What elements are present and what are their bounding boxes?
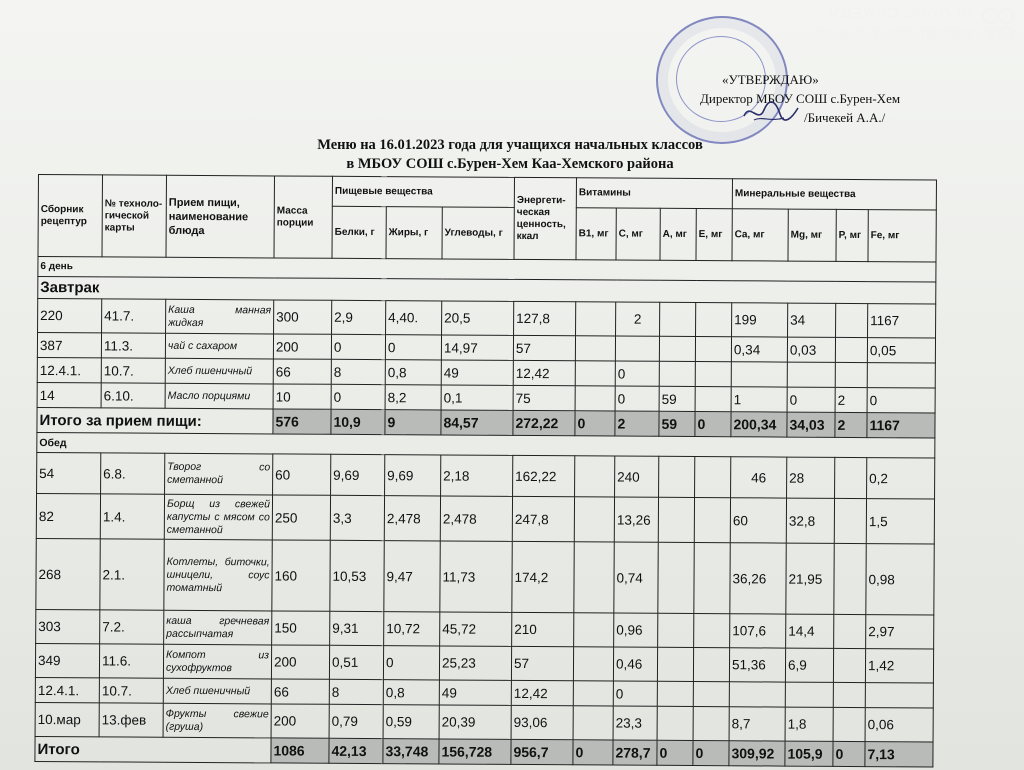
cell-dish: Борщ из свежей капусты с мясом со сметанной [164, 494, 272, 540]
cell-a [658, 542, 694, 613]
cell-recipe: 12.4.1. [37, 357, 101, 382]
cell-mg: 0 [787, 387, 835, 412]
total-carbs: 156,728 [439, 739, 511, 764]
cell-b1 [573, 681, 613, 706]
cell-recipe: 14 [37, 382, 101, 407]
cell-protein: 2,9 [332, 300, 386, 334]
cell-fe: 1167 [868, 304, 936, 338]
cell-a [657, 647, 693, 681]
cell-recipe: 387 [37, 333, 101, 358]
total-p: 0 [833, 741, 865, 766]
cell-e [696, 303, 732, 337]
cell-p [835, 337, 867, 362]
header-carbs: Углеводы, г [442, 207, 514, 259]
cell-c: 0 [613, 681, 657, 706]
cell-protein: 0,79 [329, 704, 383, 738]
cell-carbs: 20,5 [442, 301, 514, 335]
header-e: E, мг [696, 209, 732, 261]
cell-ca [731, 362, 787, 387]
total-mg: 105,9 [785, 741, 833, 766]
header-minerals: Минеральные вещества [732, 179, 936, 210]
cell-energy: 93,06 [511, 705, 573, 739]
cell-b1 [574, 613, 614, 647]
total-fat: 33,748 [383, 739, 439, 764]
cell-fat: 0,59 [383, 705, 439, 739]
total-b1: 0 [573, 740, 613, 765]
header-nutrients: Пищевые вещества [332, 176, 514, 207]
cell-fe: 1,5 [866, 499, 934, 544]
total-protein: 10,9 [331, 409, 385, 434]
cell-ca: 60 [730, 498, 786, 543]
cell-mass: 200 [271, 704, 329, 738]
cell-fat: 10,72 [384, 612, 440, 646]
cell-c: 240 [615, 456, 659, 497]
cell-ca: 0,34 [731, 337, 787, 362]
cell-fat: 9,47 [384, 541, 440, 612]
cell-energy: 210 [512, 612, 574, 646]
cell-dish: Хлеб пшеничный [163, 678, 271, 704]
cell-fat: 0,8 [385, 360, 441, 385]
cell-mass: 250 [272, 495, 330, 540]
cell-techcard: 7.2. [100, 610, 164, 644]
cell-protein: 8 [329, 679, 383, 704]
cell-protein: 9,69 [331, 454, 385, 495]
cell-b1 [575, 456, 615, 497]
cell-recipe: 82 [36, 493, 100, 538]
header-vitamins: Витамины [576, 178, 732, 209]
cell-a [659, 336, 695, 361]
camera-type-text: AI QUAD CAMERA [827, 4, 972, 21]
cell-mass: 150 [272, 611, 330, 645]
cell-fe: 0,98 [866, 544, 934, 615]
cell-recipe: 349 [35, 643, 99, 677]
cell-c: 0,74 [614, 542, 658, 613]
cell-protein: 9,31 [330, 611, 384, 645]
cell-b1 [575, 386, 615, 411]
cell-b1 [574, 542, 614, 613]
menu-table [34, 174, 937, 767]
cell-fe: 0,05 [867, 338, 935, 363]
cell-carbs: 45,72 [440, 612, 512, 646]
table-row [35, 702, 933, 741]
cell-e [695, 362, 731, 387]
approval-position: Директор МБОУ СОШ с.Бурен-Хем [700, 91, 901, 106]
cell-protein: 0 [331, 384, 385, 409]
total-energy: 956,7 [511, 739, 573, 764]
cell-carbs: 49 [439, 680, 511, 705]
table-row [38, 299, 936, 338]
cell-fat: 0,8 [383, 680, 439, 705]
cell-mg: 28 [787, 457, 835, 498]
cell-c: 23,3 [613, 706, 657, 740]
cell-recipe: 12.4.1. [35, 677, 99, 702]
cell-a [657, 681, 693, 706]
cell-protein: 10,53 [330, 540, 384, 611]
cell-energy: 57 [513, 335, 575, 360]
cell-techcard: 10.7. [101, 358, 165, 383]
cell-mass: 66 [271, 679, 329, 704]
cell-carbs: 2,18 [441, 455, 513, 496]
cell-e [694, 498, 730, 543]
header-energy: Энергети-ческая ценность, ккал [514, 177, 576, 259]
cell-fat: 0 [383, 646, 439, 680]
cell-mg: 1,8 [785, 707, 833, 741]
table-row [36, 493, 934, 543]
total-ca: 309,92 [729, 741, 785, 766]
cell-c: 0 [615, 386, 659, 411]
header-portion-mass: Масса порции [274, 176, 332, 258]
cell-b1 [575, 336, 615, 361]
total-e: 0 [695, 412, 731, 437]
total-mass: 1086 [271, 738, 329, 763]
cell-fat: 9,69 [385, 455, 441, 496]
cell-energy: 75 [513, 385, 575, 410]
cell-energy: 162,22 [513, 455, 575, 496]
cell-techcard: 2.1. [100, 539, 164, 610]
cell-fe [867, 363, 935, 388]
cell-mg: 0,03 [787, 337, 835, 362]
header-a: A, мг [660, 208, 696, 260]
total-a: 59 [659, 411, 695, 436]
cell-protein: 0,51 [329, 645, 383, 679]
cell-mg: 34 [788, 303, 836, 337]
total-mg: 34,03 [787, 412, 835, 437]
header-c: C, мг [616, 208, 660, 260]
header-b1: B1, мг [576, 208, 616, 260]
cell-energy: 174,2 [512, 541, 574, 612]
total-mass: 576 [273, 409, 331, 434]
cell-p [834, 498, 866, 543]
cell-carbs: 20,39 [439, 705, 511, 739]
cell-mg [785, 682, 833, 707]
camera-watermark [780, 0, 1024, 52]
cell-a [658, 497, 694, 542]
total-fe: 7,13 [865, 742, 933, 767]
header-row-1 [38, 175, 936, 210]
cell-b1 [575, 361, 615, 386]
cell-carbs: 0,1 [441, 385, 513, 410]
cell-ca [729, 682, 785, 707]
cell-e [695, 387, 731, 412]
camera-logo-icon [980, 6, 1016, 46]
cell-fat: 4,40. [386, 301, 442, 335]
cell-c: 2 [616, 302, 660, 336]
cell-fe: 1,42 [865, 649, 933, 683]
header-p: P, мг [836, 209, 868, 261]
lunch-total-label: Итого [35, 736, 271, 762]
total-c: 2 [615, 411, 659, 436]
cell-protein: 0 [331, 334, 385, 359]
cell-ca: 1 [731, 387, 787, 412]
cell-dish: Компот из сухофруктов [163, 644, 271, 679]
cell-carbs: 14,97 [441, 335, 513, 360]
breakfast-title: Завтрак [38, 277, 936, 304]
cell-mass: 300 [274, 300, 332, 334]
cell-techcard: 10.7. [99, 678, 163, 703]
cell-e [695, 337, 731, 362]
cell-fat: 0 [385, 335, 441, 360]
total-fat: 9 [385, 410, 441, 435]
cell-dish: Хлеб пшеничный [165, 358, 273, 384]
camera-model-text: REDMI NOTE 9 PRO [812, 26, 972, 43]
cell-b1 [573, 706, 613, 740]
cell-p [834, 543, 866, 614]
menu-title-line1: Меню на 16.01.2023 года для учащихся начальных классов [317, 137, 703, 153]
cell-ca: 199 [732, 303, 788, 337]
cell-ca: 8,7 [729, 707, 785, 741]
cell-carbs: 2,478 [440, 496, 512, 541]
cell-c: 0,46 [613, 647, 657, 681]
header-protein: Белки, г [332, 206, 386, 258]
cell-a: 59 [659, 386, 695, 411]
cell-dish: Каша манная жидкая [166, 299, 274, 334]
table-row [35, 643, 933, 682]
cell-mg: 21,95 [786, 543, 834, 614]
total-e: 0 [693, 741, 729, 766]
day-label: 6 день [38, 257, 936, 282]
cell-e [693, 682, 729, 707]
header-recipe-book: Сборник рецептур [38, 175, 102, 257]
cell-e [694, 614, 730, 648]
cell-mass: 66 [273, 359, 331, 384]
cell-dish: Творог со сметанной [165, 453, 273, 495]
total-fe: 1167 [867, 413, 935, 438]
table-row [36, 609, 934, 648]
cell-dish: Котлеты, биточки, шницели, соус томатный [164, 539, 272, 611]
cell-techcard: 11.3. [101, 333, 165, 358]
cell-e [693, 648, 729, 682]
cell-dish: каша гречневая рассыпчатая [164, 610, 272, 645]
cell-energy: 247,8 [512, 496, 574, 541]
cell-recipe: 10.мар [35, 702, 99, 736]
cell-mg: 32,8 [786, 498, 834, 543]
cell-mass: 160 [272, 540, 330, 611]
signature-mark [740, 98, 800, 126]
cell-recipe: 220 [38, 299, 102, 333]
cell-a [658, 613, 694, 647]
cell-p [833, 682, 865, 707]
table-row [36, 538, 934, 614]
cell-a [660, 302, 696, 336]
cell-mass: 200 [273, 334, 331, 359]
cell-c: 0,96 [614, 613, 658, 647]
cell-carbs: 11,73 [440, 541, 512, 612]
cell-recipe: 303 [36, 609, 100, 643]
total-energy: 272,22 [513, 410, 575, 435]
cell-energy: 12,42 [511, 680, 573, 705]
cell-techcard: 41.7. [102, 299, 166, 333]
cell-a [659, 456, 695, 497]
cell-carbs: 49 [441, 360, 513, 385]
total-protein: 42,13 [329, 738, 383, 763]
total-carbs: 84,57 [441, 410, 513, 435]
cell-mass: 60 [273, 454, 331, 495]
total-b1: 0 [575, 411, 615, 436]
cell-b1 [574, 497, 614, 542]
cell-e [693, 707, 729, 741]
lunch-title: Обед [37, 432, 935, 457]
cell-fe: 0 [867, 388, 935, 413]
cell-protein: 8 [331, 359, 385, 384]
cell-p: 2 [835, 387, 867, 412]
total-p: 2 [835, 412, 867, 437]
cell-a [657, 706, 693, 740]
total-ca: 200,34 [731, 412, 787, 437]
cell-e [695, 457, 731, 498]
cell-p [834, 614, 866, 648]
menu-title [200, 136, 820, 174]
cell-p [833, 707, 865, 741]
cell-fat: 2,478 [384, 496, 440, 541]
cell-p [835, 362, 867, 387]
approval-heading: «УТВЕРЖДАЮ» [722, 72, 819, 87]
cell-energy: 12,42 [513, 360, 575, 385]
cell-mass: 10 [273, 384, 331, 409]
approval-name: /Бичекей А.А./ [804, 110, 886, 125]
cell-b1 [576, 302, 616, 336]
cell-ca: 36,26 [730, 543, 786, 614]
cell-e [694, 543, 730, 614]
cell-techcard: 13.фев [99, 703, 163, 737]
header-fe: Fe, мг [868, 210, 936, 262]
total-c: 278,7 [613, 740, 657, 765]
cell-b1 [573, 647, 613, 681]
header-ca: Ca, мг [732, 209, 788, 261]
total-a: 0 [657, 740, 693, 765]
cell-fe: 0,06 [865, 708, 933, 742]
cell-fe: 0,2 [867, 458, 935, 499]
cell-techcard: 6.10. [101, 383, 165, 408]
cell-ca: 46 [731, 457, 787, 498]
lunch-total-row [35, 736, 933, 766]
approval-block [700, 70, 900, 127]
cell-c: 13,26 [614, 497, 658, 542]
cell-mg: 6,9 [785, 648, 833, 682]
cell-ca: 51,36 [729, 648, 785, 682]
cell-dish: чай с сахаром [165, 333, 273, 359]
header-mg: Mg, мг [788, 209, 836, 261]
header-fat: Жиры, г [386, 207, 442, 259]
cell-energy: 57 [511, 646, 573, 680]
cell-recipe: 268 [36, 538, 100, 609]
cell-p [833, 648, 865, 682]
cell-recipe: 54 [37, 452, 101, 493]
cell-p [836, 303, 868, 337]
cell-dish: Фрукты свежие (груша) [163, 703, 271, 738]
table-row [37, 452, 935, 498]
header-meal-dish: Прием пищи, наименование блюда [166, 175, 274, 258]
cell-techcard: 6.8. [101, 453, 165, 494]
cell-mass: 200 [271, 645, 329, 679]
header-tech-card: № техноло-гической карты [102, 175, 166, 257]
cell-c [615, 336, 659, 361]
cell-carbs: 25,23 [439, 646, 511, 680]
cell-p [835, 457, 867, 498]
cell-ca: 107,6 [730, 614, 786, 648]
menu-title-line2: в МБОУ СОШ с.Бурен-Хем Каа-Хемского района [346, 156, 674, 172]
cell-protein: 3,3 [330, 495, 384, 540]
cell-fat: 8,2 [385, 385, 441, 410]
cell-fe [865, 683, 933, 708]
cell-dish: Масло порциями [165, 383, 273, 409]
cell-mg [787, 362, 835, 387]
cell-c: 0 [615, 361, 659, 386]
cell-energy: 127,8 [514, 301, 576, 335]
breakfast-total-label: Итого за прием пищи: [37, 407, 273, 433]
cell-techcard: 11.6. [99, 644, 163, 678]
cell-fe: 2,97 [866, 615, 934, 649]
cell-mg: 14,4 [786, 614, 834, 648]
cell-techcard: 1.4. [100, 494, 164, 539]
cell-a [659, 361, 695, 386]
